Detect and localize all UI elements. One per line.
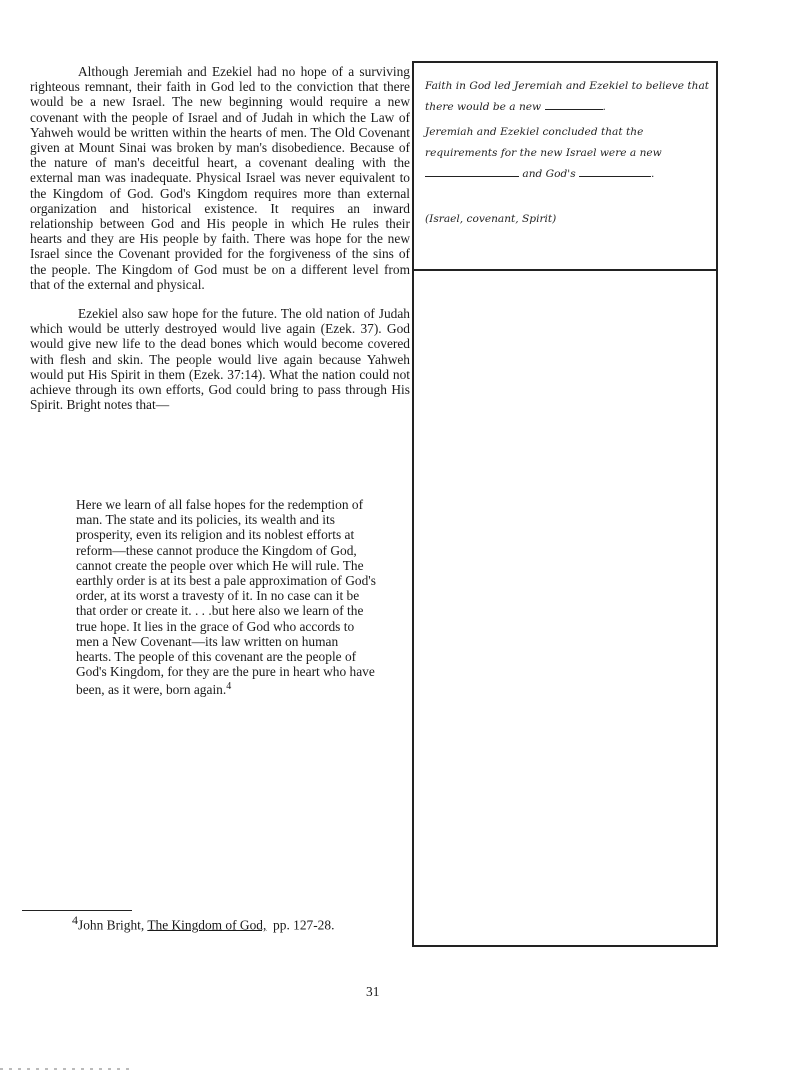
question-2-mid: and God's xyxy=(522,168,576,180)
block-quote xyxy=(76,497,376,698)
main-text-column xyxy=(30,64,410,412)
footnote-divider xyxy=(22,910,132,911)
question-1 xyxy=(425,76,711,118)
study-questions-box xyxy=(414,63,716,271)
footnote-author: John Bright, xyxy=(78,917,145,933)
question-2 xyxy=(425,122,711,185)
question-1-text: Faith in God led Jeremiah and Ezekiel to believe that there would be a new xyxy=(425,80,710,113)
footnote xyxy=(72,913,334,933)
answer-blank-3[interactable] xyxy=(579,164,651,177)
paragraph-covenant: Although Jeremiah and Ezekiel had no hope of a surviving righteous remnant, their faith in God led to the conviction that there would be a new Israel. The new beginning would require a new covenant with the people of Israel and of Judah in which the Law of Yahweh would be written within the hearts of men. The Old Covenant given at Mount Sinai was broken by man's disobedience. Because of the nature of man's deceitful heart, a covenant dealing with the external man was inadequate. Physical Israel was never equivalent to the Kingdom of God. God's Kingdom requires more than external organization and historical existence. It requires an inward relationship between God and His people in which He rules their hearts and they are His people by faith. There was hope for the new Israel since the Covenant provided for the forgiveness of the sins of the people. The Kingdom of God must be on a different level from that of the external and physical. xyxy=(30,64,410,292)
paragraph-ezekiel-hope: Ezekiel also saw hope for the future. The old nation of Judah which would be utterly destroyed would live again (Ezek. 37). God would give new life to the dead bones which would become covered with flesh and skin. The people would live again because Yahweh would put His Spirit in them (Ezek. 37:14). What the nation could not achieve through its own efforts, God could bring to pass through His Spirit. Bright notes that— xyxy=(30,306,410,413)
footnote-pages: pp. 127-28. xyxy=(273,917,335,933)
answer-key: (Israel, covenant, Spirit) xyxy=(425,213,557,225)
page-number: 31 xyxy=(366,984,380,999)
answer-blank-2[interactable] xyxy=(425,164,519,177)
footnote-reference: 4 xyxy=(226,681,232,693)
scan-artifact xyxy=(0,1068,130,1070)
footnote-mark: 4 xyxy=(72,913,78,927)
answer-blank-1[interactable] xyxy=(545,97,603,110)
footnote-book-title: The Kingdom of God, xyxy=(147,917,267,933)
study-questions xyxy=(425,76,711,185)
question-2-text: Jeremiah and Ezekiel concluded that the requirements for the new Israel were a new xyxy=(425,126,662,159)
study-sidebar xyxy=(412,61,718,947)
question-2-end: . xyxy=(651,168,655,180)
question-1-end: . xyxy=(602,101,606,113)
block-quote-text: Here we learn of all false hopes for the redemption of man. The state and its policies, its wealth and its prosperity, even its religion and its noblest efforts at reform—these cannot produce the Kingdom of God, cannot create the people over which He will rule. The earthly order is at its best a pale approximation of God's order, at its worst a travesty of it. In no case can it be that order or create it. . . .but here also we learn of the true hope. It lies in the grace of God who accords to men a New Covenant—its law written on human hearts. The people of this covenant are the people of God's Kingdom, for they are the pure in heart who have been, as it were, born again. xyxy=(76,497,376,698)
